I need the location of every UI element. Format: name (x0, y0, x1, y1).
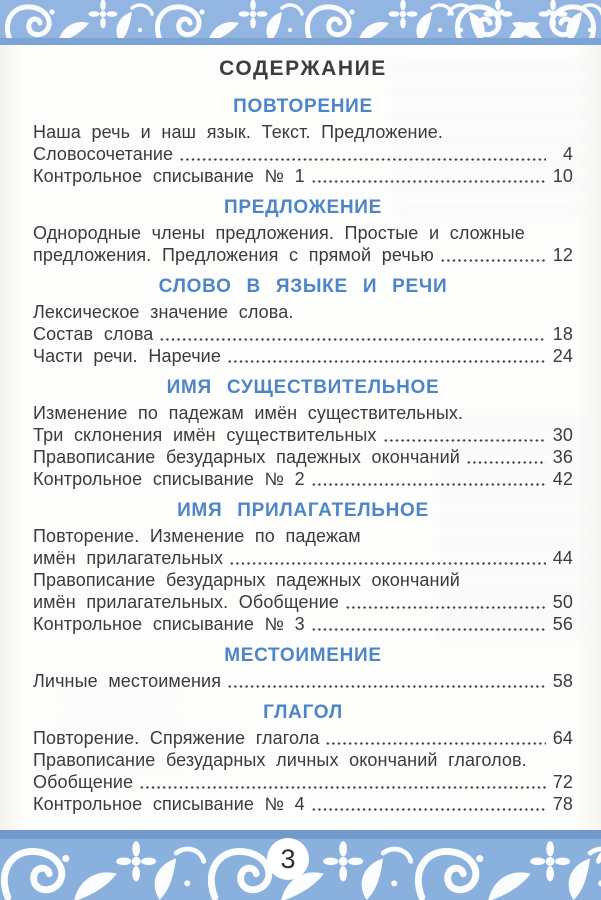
page-number: 3 (280, 844, 296, 874)
entry-page-number: 44 (552, 548, 573, 568)
page-title: СОДЕРЖАНИЕ (219, 57, 387, 80)
dot-leader (311, 180, 546, 183)
decorative-border-bottom (0, 830, 601, 900)
toc-entry (33, 793, 573, 815)
section-heading: ПОВТОРЕНИЕ (233, 96, 373, 117)
entry-text: Контрольное списывание № 4 (33, 794, 305, 814)
entry-page-number: 18 (552, 324, 573, 344)
toc-entry (33, 143, 573, 165)
toc-section (33, 196, 573, 266)
toc-entry (33, 323, 573, 345)
entry-page-number: 4 (562, 144, 573, 164)
toc-entry-line: Изменение по падежам имён существительных. (33, 403, 464, 423)
dot-leader (311, 628, 546, 631)
entry-text: Части речи. Наречие (33, 346, 221, 366)
section-heading: ИМЯ СУЩЕСТВИТЕЛЬНОЕ (166, 377, 440, 398)
entry-text: Правописание безударных падежных окончаний (33, 447, 460, 467)
entry-text: Контрольное списывание № 1 (33, 166, 305, 186)
entry-page-number: 50 (552, 592, 573, 612)
toc-section (33, 701, 573, 815)
dot-leader (345, 606, 546, 609)
entry-page-number: 12 (552, 245, 573, 265)
entry-page-number: 78 (552, 794, 573, 814)
toc-section (33, 95, 573, 187)
section-heading: ИМЯ ПРИЛАГАТЕЛЬНОЕ (177, 500, 429, 521)
toc-entry-line: Правописание безударных падежных окончаний (33, 570, 460, 590)
entry-text: Контрольное списывание № 3 (33, 614, 305, 634)
toc-section (33, 275, 573, 367)
toc-content (0, 45, 601, 830)
entry-text: Словосочетание (33, 144, 174, 164)
toc-entry (33, 547, 573, 569)
entry-text: Три склонения имён существительных (33, 425, 377, 445)
toc-entry (33, 446, 573, 468)
toc-entry (33, 165, 573, 187)
toc-entry (33, 670, 573, 692)
toc-entry-line: Наша речь и наш язык. Текст. Предложение. (33, 122, 443, 142)
toc-entry (33, 468, 573, 490)
entry-text: Личные местоимения (33, 671, 222, 691)
entry-page-number: 36 (552, 447, 573, 467)
toc-entry (33, 771, 573, 793)
entry-text: Состав слова (33, 324, 154, 344)
section-heading: ГЛАГОЛ (263, 702, 343, 723)
entry-page-number: 24 (552, 346, 573, 366)
entry-text: Повторение. Спряжение глагола (33, 728, 320, 748)
toc-entry (33, 345, 573, 367)
entry-page-number: 42 (552, 469, 573, 489)
dot-leader (311, 483, 546, 486)
dot-leader (139, 786, 546, 789)
entry-text: Контрольное списывание № 2 (33, 469, 305, 489)
toc-entry-line: Повторение. Изменение по падежам (33, 526, 361, 546)
dot-leader (179, 158, 546, 161)
toc-entry (33, 591, 573, 613)
entry-text: имён прилагательных (33, 548, 224, 568)
dot-leader (229, 562, 546, 565)
toc-entry (33, 613, 573, 635)
toc-section (33, 376, 573, 490)
toc-section (33, 644, 573, 692)
section-heading: СЛОВО В ЯЗЫКЕ И РЕЧИ (158, 276, 448, 297)
dot-leader (440, 259, 546, 262)
toc-entry (33, 424, 573, 446)
entry-text: Обобщение (33, 772, 134, 792)
entry-text: предложения. Предложения с прямой речью (33, 245, 434, 265)
dot-leader (227, 685, 546, 688)
entry-page-number: 58 (552, 671, 573, 691)
entry-page-number: 10 (552, 166, 573, 186)
entry-page-number: 30 (552, 425, 573, 445)
section-heading: ПРЕДЛОЖЕНИЕ (224, 197, 382, 218)
dot-leader (159, 338, 546, 341)
dot-leader (325, 742, 546, 745)
dot-leader (311, 808, 546, 811)
toc-entry (33, 727, 573, 749)
dot-leader (383, 439, 546, 442)
toc-entry-line: Лексическое значение слова. (33, 302, 294, 322)
dot-leader (466, 461, 546, 464)
entry-text: имён прилагательных. Обобщение (33, 592, 339, 612)
entry-page-number: 72 (552, 772, 573, 792)
toc-entry-line: Правописание безударных личных окончаний глаголов. (33, 750, 527, 770)
toc-sections (33, 95, 573, 815)
toc-section (33, 499, 573, 635)
toc-entry-line: Однородные члены предложения. Простые и сложные (33, 223, 525, 243)
entry-page-number: 56 (552, 614, 573, 634)
toc-entry (33, 244, 573, 266)
section-heading: МЕСТОИМЕНИЕ (224, 645, 382, 666)
dot-leader (227, 360, 546, 363)
decorative-border-top (0, 0, 601, 45)
entry-page-number: 64 (552, 728, 573, 748)
